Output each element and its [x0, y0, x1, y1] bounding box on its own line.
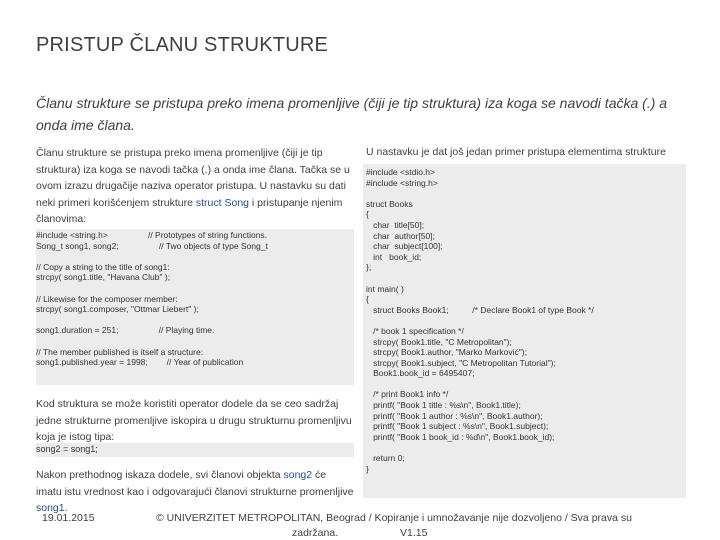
left-paragraph-2: Kod struktura se može koristiti operator dodele da se ceo sadržaj jedne strukturne promenljive iskopira u drugu strukturnu promenljivu koja je istog tipa: [36, 398, 352, 443]
code-line: // Copy a string to the title of song1: [36, 261, 170, 272]
code-line: struct Books [366, 198, 413, 209]
left-paragraph-3 [36, 467, 354, 517]
code-line: printf( "Book 1 title : %s\n", Book1.title); [366, 400, 521, 411]
code-line [366, 188, 594, 199]
code-line: int book_id; [366, 251, 422, 262]
left-para1-text-end: i pristupanje njenim članovima: [36, 196, 343, 225]
right-title: U nastavku je dat još jedan primer pristupa elementima strukture [366, 146, 666, 158]
assign-code-box [36, 443, 354, 457]
code-line: printf( "Book 1 author : %s\n", Book1.author); [366, 410, 543, 421]
code-line: } [366, 463, 369, 474]
code-line: #include <stdio.h> [366, 167, 435, 177]
code-line [366, 315, 594, 326]
code-line: { [366, 294, 369, 305]
assign-code: song2 = song1; [36, 444, 98, 454]
code-line: int main( ) [366, 283, 404, 294]
code-line [36, 336, 268, 347]
right-code-listing [366, 167, 594, 474]
code-line: char title[50]; [366, 219, 425, 230]
left-para3-text-mid: će imatu istu vrednost kao i odgovarajući članovi strukturne promenljive [36, 469, 354, 498]
code-line: Book1.book_id = 6495407; [366, 368, 475, 379]
right-code-box [363, 164, 686, 498]
code-line: /* print Book1 info */ [366, 389, 449, 400]
code-line [366, 442, 594, 453]
code-line: // Likewise for the composer member: [36, 293, 178, 304]
code-line: /* book 1 specification */ [366, 325, 464, 336]
intro-text: Članu strukture se pristupa preko imena promenljive (čiji je tip struktura) iza koga se navodi tačka (.) a onda ime člana. [36, 95, 668, 133]
code-line: printf( "Book 1 subject : %s\n", Book1.subject); [366, 421, 549, 432]
code-line [366, 273, 594, 284]
left-code-listing [36, 230, 268, 368]
code-line: }; [366, 262, 372, 273]
code-line: printf( "Book 1 book_id : %d\n", Book1.book_id); [366, 431, 555, 442]
footer-reserved: zadržana. [292, 527, 339, 539]
left-para3-text: Nakon prethodnog iskaza dodele, svi članovi objekta [36, 469, 284, 481]
code-line: strcpy( Book1.author, "Marko Marković"); [366, 347, 527, 358]
code-line: char subject[100]; [366, 241, 443, 252]
code-line: strcpy( song1.composer, "Ottmar Liebert" ); [36, 304, 199, 315]
footer-version: V1.15 [400, 527, 428, 539]
code-line: char author[50]; [366, 230, 435, 241]
code-line [36, 251, 268, 262]
slide-title: PRISTUP ČLANU STRUKTURE [36, 34, 329, 56]
code-line [366, 379, 594, 390]
code-line: song1.published.year = 1998; // Year of publication [36, 357, 244, 368]
code-line: return 0; [366, 453, 405, 464]
code-line: struct Books Book1; /* Declare Book1 of type Book */ [366, 304, 594, 315]
footer-date: 19.01.2015 [42, 512, 95, 524]
code-line: strcpy( song1.title, "Havana Club" ); [36, 272, 171, 283]
code-line: strcpy( Book1.subject, "C Metropolitan Tutorial"); [366, 357, 556, 368]
song1-highlight: song1 [36, 502, 65, 514]
left-paragraph-1 [36, 145, 354, 228]
left-code-box [36, 229, 354, 385]
code-line: { [366, 209, 369, 220]
code-line: // The member published is itself a structure: [36, 346, 204, 357]
left-para3-text-end: . [64, 502, 68, 514]
code-line: #include <string.h> // Prototypes of string functions. [36, 230, 268, 240]
struct-song-highlight: struct Song [195, 196, 250, 209]
code-line [36, 283, 268, 294]
song2-highlight: song2 [283, 469, 313, 481]
code-line: strcpy( Book1.title, "C Metropolitan"); [366, 336, 512, 347]
code-line: #include <string.h> [366, 177, 438, 188]
code-line: Song_t song1, song2; // Two objects of type Song_t [36, 240, 268, 251]
left-para1-text: Članu strukture se pristupa preko imena promenljive (čiji je tip struktura) iza koga se navodi tačka (.) a onda ime člana. Tačka se u ovom izrazu drugačije naziva operator pristupa. U nastavku su dati neki primeri korišćenjem strukture [36, 147, 350, 209]
code-line [36, 315, 268, 326]
footer-copyright: © UNIVERZITET METROPOLITAN, Beograd / Kopiranje i umnožavanje nije dozvoljeno / Sva prava su [156, 512, 632, 524]
code-line: song1.duration = 251; // Playing time. [36, 325, 215, 336]
